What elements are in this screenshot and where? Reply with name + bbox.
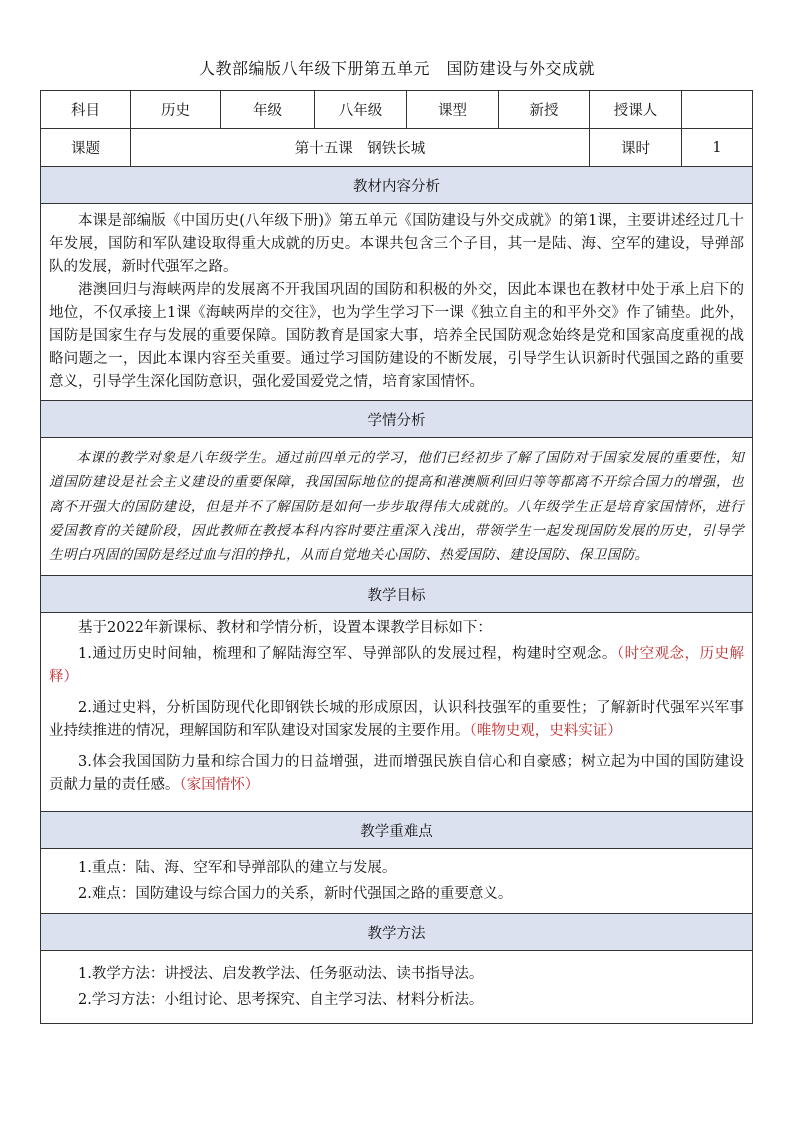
topic-row (41, 129, 753, 167)
methods-content (41, 951, 753, 1024)
section-title: 教学目标 (41, 576, 753, 613)
lesson-plan-table (40, 90, 753, 1024)
section-title: 学情分析 (41, 401, 753, 438)
goal-competency-tag: （家国情怀） (179, 777, 260, 794)
key-point-item: 1.重点：陆、海、空军和导弹部队的建立与发展。 (78, 860, 397, 877)
header-row (41, 91, 753, 129)
key-point-item: 2.难点：国防建设与综合国力的关系，新时代强国之路的重要意义。 (78, 886, 513, 903)
topic-value: 第十五课 钢铁长城 (131, 129, 590, 167)
goal-item-2 (49, 697, 744, 743)
section-header-key-points (41, 812, 753, 849)
section-body-material (41, 204, 753, 401)
document-title: 人教部编版八年级下册第五单元 国防建设与外交成就 (198, 59, 595, 78)
section-body-key-points (41, 849, 753, 914)
goal-text: 1.通过历史时间轴，梳理和了解陆海空军、导弹部队的发展过程，构建时空观念。 (78, 646, 617, 663)
study-paragraph: 本课的教学对象是八年级学生。通过前四单元的学习，他们已经初步了解了国防对于国家发展的重要性，知道国防建设是社会主义建设的重要保障，我国国际地位的提高和港澳顺利回归等等都离不开综合国力的增强，也离不开强大的国防建设，但是并不了解国防是如何一步步取得伟大成就的。八年级学生正是培育家国情怀，进行爱国教育的关键阶段，因此教师在教授本科内容时要注重深入浅出，带领学生一起发现国防发展的历史，引导学生明白巩固的国防是经过血与泪的挣扎，从而自觉地关心国防、热爱国防、建设国防、保卫国防。 (49, 450, 744, 564)
section-title: 教学方法 (41, 914, 753, 951)
goal-competency-tag: （时空观念，历史解释） (49, 646, 745, 686)
hours-value: 1 (682, 129, 753, 167)
topic-label: 课题 (41, 129, 131, 167)
type-label: 课型 (407, 91, 499, 129)
goal-competency-tag: （唯物史观，史料实证） (469, 723, 622, 740)
goal-text: 2.通过史料，分析国防现代化即钢铁长城的形成原因，认识科技强军的重要性；了解新时代强军兴军事业持续推进的情况，理解国防和军队建设对国家发展的主要作用。 (49, 700, 744, 740)
type-value: 新授 (499, 91, 590, 129)
teacher-label: 授课人 (590, 91, 682, 129)
section-body-goals (41, 613, 753, 812)
goal-item-3 (49, 751, 744, 797)
teacher-value (682, 91, 753, 129)
grade-value: 八年级 (315, 91, 407, 129)
section-header-goals (41, 576, 753, 613)
material-paragraph-1: 本课是部编版《中国历史(八年级下册)》第五单元《国防建设与外交成就》的第1课，主要讲述经过几十年发展，国防和军队建设取得重大成就的历史。本课共包含三个子目，其一是陆、海、空军的建设，导弹部队的发展，新时代强军之路。 (49, 213, 744, 275)
material-paragraph-2: 港澳回归与海峡两岸的发展离不开我国巩固的国防和积极的外交，因此本课也在教材中处于承上启下的地位，不仅承接上1课《海峡两岸的交往》，也为学生学习下一课《独立自主的和平外交》作了铺垫。此外，国防是国家生存与发展的重要保障。国防教育是国家大事，培养全民国防观念始终是党和国家高度重视的战略问题之一，因此本课内容至关重要。通过学习国防建设的不断发展，引导学生认识新时代强国之路的重要意义，引导学生深化国防意识，强化爱国爱党之情，培育家国情怀。 (49, 282, 744, 390)
grade-label: 年级 (221, 91, 315, 129)
hours-label: 课时 (590, 129, 682, 167)
goal-text: 3.体会我国国防力量和综合国力的日益增强，进而增强民族自信心和自豪感；树立起为中国的国防建设贡献力量的责任感。 (49, 754, 744, 794)
section-title: 教材内容分析 (41, 167, 753, 204)
method-item: 1.教学方法：讲授法、启发教学法、任务驱动法、读书指导法。 (78, 966, 484, 983)
section-header-study (41, 401, 753, 438)
study-content (41, 438, 753, 576)
section-header-methods (41, 914, 753, 951)
material-content (41, 204, 753, 401)
subject-label: 科目 (41, 91, 131, 129)
key-points-content (41, 849, 753, 914)
section-title: 教学重难点 (41, 812, 753, 849)
section-header-material (41, 167, 753, 204)
method-item: 2.学习方法：小组讨论、思考探究、自主学习法、材料分析法。 (78, 992, 484, 1009)
goals-content (41, 613, 753, 812)
goal-item-1 (49, 643, 744, 689)
subject-value: 历史 (131, 91, 221, 129)
section-body-methods (41, 951, 753, 1024)
goals-intro: 基于2022年新课标、教材和学情分析，设置本课教学目标如下： (78, 620, 492, 637)
section-body-study (41, 438, 753, 576)
